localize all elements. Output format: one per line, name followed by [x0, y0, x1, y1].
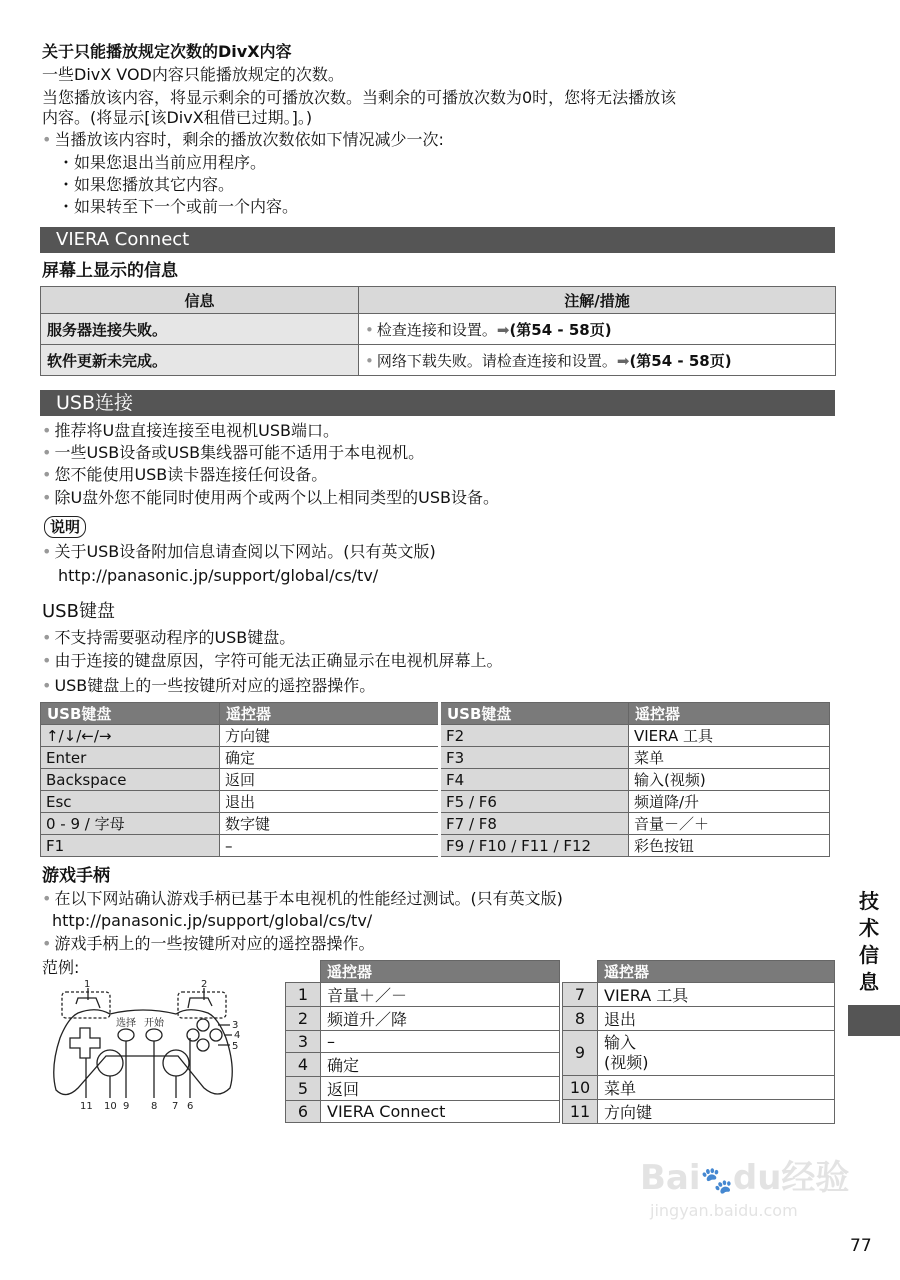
- remote-cell: 返回: [220, 769, 440, 791]
- empty-header: [563, 961, 598, 983]
- usb-bullet: • 推荐将U盘直接连接至电视机USB端口。: [42, 421, 339, 440]
- usb-bullet: • 您不能使用USB读卡器连接任何设备。: [42, 465, 328, 484]
- button-number: 2: [286, 1007, 321, 1031]
- key-cell: F4: [440, 769, 629, 791]
- bullet-text: 当播放该内容时，剩余的播放次数依如下情况减少一次:: [54, 130, 444, 149]
- note-text: 关于USB设备附加信息请查阅以下网站。(只有英文版): [54, 542, 436, 561]
- remote-function: 频道升／降: [321, 1007, 560, 1031]
- bullet-text: 一些USB设备或USB集线器可能不适用于本电视机。: [54, 443, 425, 462]
- note-label: 说明: [44, 516, 86, 538]
- table-row: [286, 1007, 560, 1031]
- table-row: [41, 835, 830, 857]
- divx-line: 一些DivX VOD内容只能播放规定的次数。: [42, 65, 344, 84]
- page-ref: (第54 - 58页): [629, 351, 732, 370]
- keyboard-bullet: • 不支持需要驱动程序的USB键盘。: [42, 628, 296, 647]
- callout-6: 6: [187, 1101, 194, 1112]
- bullet-text: 推荐将U盘直接连接至电视机USB端口。: [54, 421, 339, 440]
- bullet-text: 不支持需要驱动程序的USB键盘。: [54, 628, 296, 647]
- callout-7: 7: [172, 1101, 179, 1112]
- remote-cell: 输入(视频): [629, 769, 830, 791]
- bullet-text: 游戏手柄上的一些按键所对应的遥控器操作。: [54, 934, 375, 953]
- table-row: [563, 983, 835, 1007]
- divx-line: 内容。(将显示[该DivX租借已过期。]。): [42, 108, 313, 127]
- bullet-text: USB键盘上的一些按键所对应的遥控器操作。: [54, 676, 376, 695]
- section-bar-usb: USB连接: [40, 390, 835, 416]
- col-header: 遥控器: [321, 961, 560, 983]
- support-url[interactable]: http://panasonic.jp/support/global/cs/tv/: [52, 911, 373, 930]
- remote-function: VIERA Connect: [321, 1101, 560, 1123]
- viera-heading: 屏幕上显示的信息: [42, 261, 178, 281]
- key-cell: F9 / F10 / F11 / F12: [440, 835, 629, 857]
- remote-function: 确定: [321, 1053, 560, 1077]
- remote-function: 输入 (视频): [598, 1031, 835, 1076]
- col-header: 信息: [41, 287, 359, 314]
- table-row: [41, 747, 830, 769]
- bullet-text: 您不能使用USB读卡器连接任何设备。: [54, 465, 328, 484]
- remedy-cell: • 检查连接和设置。➡(第54 - 58页): [359, 314, 836, 345]
- divx-bullet: • 当播放该内容时，剩余的播放次数依如下情况减少一次:: [42, 130, 444, 149]
- table-row: [286, 1031, 560, 1053]
- section-bar-viera-connect: VIERA Connect: [40, 227, 835, 253]
- callout-9: 9: [123, 1101, 130, 1112]
- gamepad-line: • 在以下网站确认游戏手柄已基于本电视机的性能经过测试。(只有英文版): [42, 889, 563, 908]
- remote-cell: VIERA 工具: [629, 725, 830, 747]
- divx-sub: ・如果转至下一个或前一个内容。: [58, 197, 299, 216]
- side-tab-label: 技术信息: [859, 889, 879, 994]
- callout-4: 4: [234, 1030, 241, 1041]
- key-cell: F5 / F6: [440, 791, 629, 813]
- key-cell: F1: [41, 835, 220, 857]
- page-number: 77: [850, 1236, 872, 1256]
- table-row: [563, 1076, 835, 1100]
- button-number: 7: [563, 983, 598, 1007]
- remedy-text: 检查连接和设置。: [376, 320, 497, 339]
- bullet-text: 在以下网站确认游戏手柄已基于本电视机的性能经过测试。(只有英文版): [54, 889, 563, 908]
- remote-function: 返回: [321, 1077, 560, 1101]
- table-row: [41, 813, 830, 835]
- key-cell: ↑/↓/←/→: [41, 725, 220, 747]
- arrow-right-icon: ➡: [616, 351, 630, 370]
- remote-cell: 彩色按钮: [629, 835, 830, 857]
- callout-10: 10: [104, 1101, 117, 1112]
- remote-cell: 音量－／＋: [629, 813, 830, 835]
- callout-8: 8: [151, 1101, 158, 1112]
- key-cell: F2: [440, 725, 629, 747]
- remote-function: –: [321, 1031, 560, 1053]
- divx-sub: ・如果您退出当前应用程序。: [58, 153, 267, 172]
- col-header: 遥控器: [220, 703, 440, 725]
- gamepad-heading: 游戏手柄: [42, 866, 110, 886]
- remedy-text: 网络下载失败。请检查连接和设置。: [376, 351, 617, 370]
- key-cell: F7 / F8: [440, 813, 629, 835]
- support-url[interactable]: http://panasonic.jp/support/global/cs/tv/: [58, 566, 379, 585]
- gamepad-table-left: [285, 960, 560, 1123]
- usb-bullet: • 除U盘外您不能同时使用两个或两个以上相同类型的USB设备。: [42, 488, 499, 507]
- table-row: [563, 1100, 835, 1124]
- bullet-text: 除U盘外您不能同时使用两个或两个以上相同类型的USB设备。: [54, 488, 499, 507]
- remote-function: VIERA 工具: [598, 983, 835, 1007]
- remote-cell: 确定: [220, 747, 440, 769]
- table-row: [41, 791, 830, 813]
- gamepad-line: • 游戏手柄上的一些按键所对应的遥控器操作。: [42, 934, 375, 953]
- side-tab-marker: [848, 1005, 900, 1036]
- remote-cell: 数字键: [220, 813, 440, 835]
- button-number: 8: [563, 1007, 598, 1031]
- divx-line: 当您播放该内容，将显示剩余的可播放次数。当剩余的可播放次数为0时，您将无法播放该: [42, 88, 677, 107]
- keyboard-heading: USB键盘: [42, 601, 115, 622]
- usb-bullet: • 一些USB设备或USB集线器可能不适用于本电视机。: [42, 443, 425, 462]
- remote-cell: 方向键: [220, 725, 440, 747]
- table-row: [41, 314, 836, 345]
- watermark: Bai🐾du经验 jingyan.baidu.com: [640, 1158, 850, 1220]
- remote-cell: 频道降/升: [629, 791, 830, 813]
- button-number: 10: [563, 1076, 598, 1100]
- arrow-right-icon: ➡: [496, 320, 510, 339]
- divx-sub: ・如果您播放其它内容。: [58, 175, 235, 194]
- gamepad-table-right: [562, 960, 835, 1124]
- button-number: 9: [563, 1031, 598, 1076]
- gamepad-diagram: [48, 978, 258, 1113]
- bullet-text: 由于连接的键盘原因，字符可能无法正确显示在电视机屏幕上。: [54, 651, 503, 670]
- message-cell: 软件更新未完成。: [41, 345, 359, 376]
- remote-cell: 退出: [220, 791, 440, 813]
- table-row: [286, 1101, 560, 1123]
- usb-note: • 关于USB设备附加信息请查阅以下网站。(只有英文版): [42, 542, 436, 561]
- key-cell: 0 - 9 / 字母: [41, 813, 220, 835]
- empty-header: [286, 961, 321, 983]
- key-cell: Backspace: [41, 769, 220, 791]
- remote-cell: –: [220, 835, 440, 857]
- remote-function: 音量＋／－: [321, 983, 560, 1007]
- button-number: 5: [286, 1077, 321, 1101]
- table-row: [563, 1007, 835, 1031]
- remote-function: 菜单: [598, 1076, 835, 1100]
- callout-5: 5: [232, 1041, 239, 1052]
- button-number: 11: [563, 1100, 598, 1124]
- key-cell: Esc: [41, 791, 220, 813]
- table-row: [41, 725, 830, 747]
- col-header: 遥控器: [629, 703, 830, 725]
- divx-title: 关于只能播放规定次数的DivX内容: [42, 42, 292, 61]
- keyboard-mapping-table: [40, 702, 830, 857]
- keyboard-bullet: • 由于连接的键盘原因，字符可能无法正确显示在电视机屏幕上。: [42, 651, 503, 670]
- message-cell: 服务器连接失败。: [41, 314, 359, 345]
- keyboard-bullet: • USB键盘上的一些按键所对应的遥控器操作。: [42, 676, 376, 695]
- table-row: [41, 345, 836, 376]
- table-row: [563, 1031, 835, 1076]
- col-header: USB键盘: [41, 703, 220, 725]
- table-row: [286, 983, 560, 1007]
- start-label: 开始: [144, 1018, 164, 1029]
- select-label: 选择: [116, 1018, 136, 1029]
- col-header: USB键盘: [440, 703, 629, 725]
- col-header: 遥控器: [598, 961, 835, 983]
- key-cell: Enter: [41, 747, 220, 769]
- button-number: 6: [286, 1101, 321, 1123]
- remote-function: 退出: [598, 1007, 835, 1031]
- viera-message-table: [40, 286, 836, 376]
- button-number: 3: [286, 1031, 321, 1053]
- page-ref: (第54 - 58页): [509, 320, 612, 339]
- button-number: 1: [286, 983, 321, 1007]
- remote-function: 方向键: [598, 1100, 835, 1124]
- example-label: 范例:: [42, 958, 80, 977]
- callout-3: 3: [232, 1020, 239, 1031]
- table-row: [41, 769, 830, 791]
- key-cell: F3: [440, 747, 629, 769]
- col-header: 注解/措施: [359, 287, 836, 314]
- table-row: [286, 1077, 560, 1101]
- callout-11: 11: [80, 1101, 93, 1112]
- remote-cell: 菜单: [629, 747, 830, 769]
- callout-2: 2: [201, 979, 208, 990]
- button-number: 4: [286, 1053, 321, 1077]
- callout-1: 1: [84, 979, 91, 990]
- table-row: [286, 1053, 560, 1077]
- remedy-cell: • 网络下载失败。请检查连接和设置。➡(第54 - 58页): [359, 345, 836, 376]
